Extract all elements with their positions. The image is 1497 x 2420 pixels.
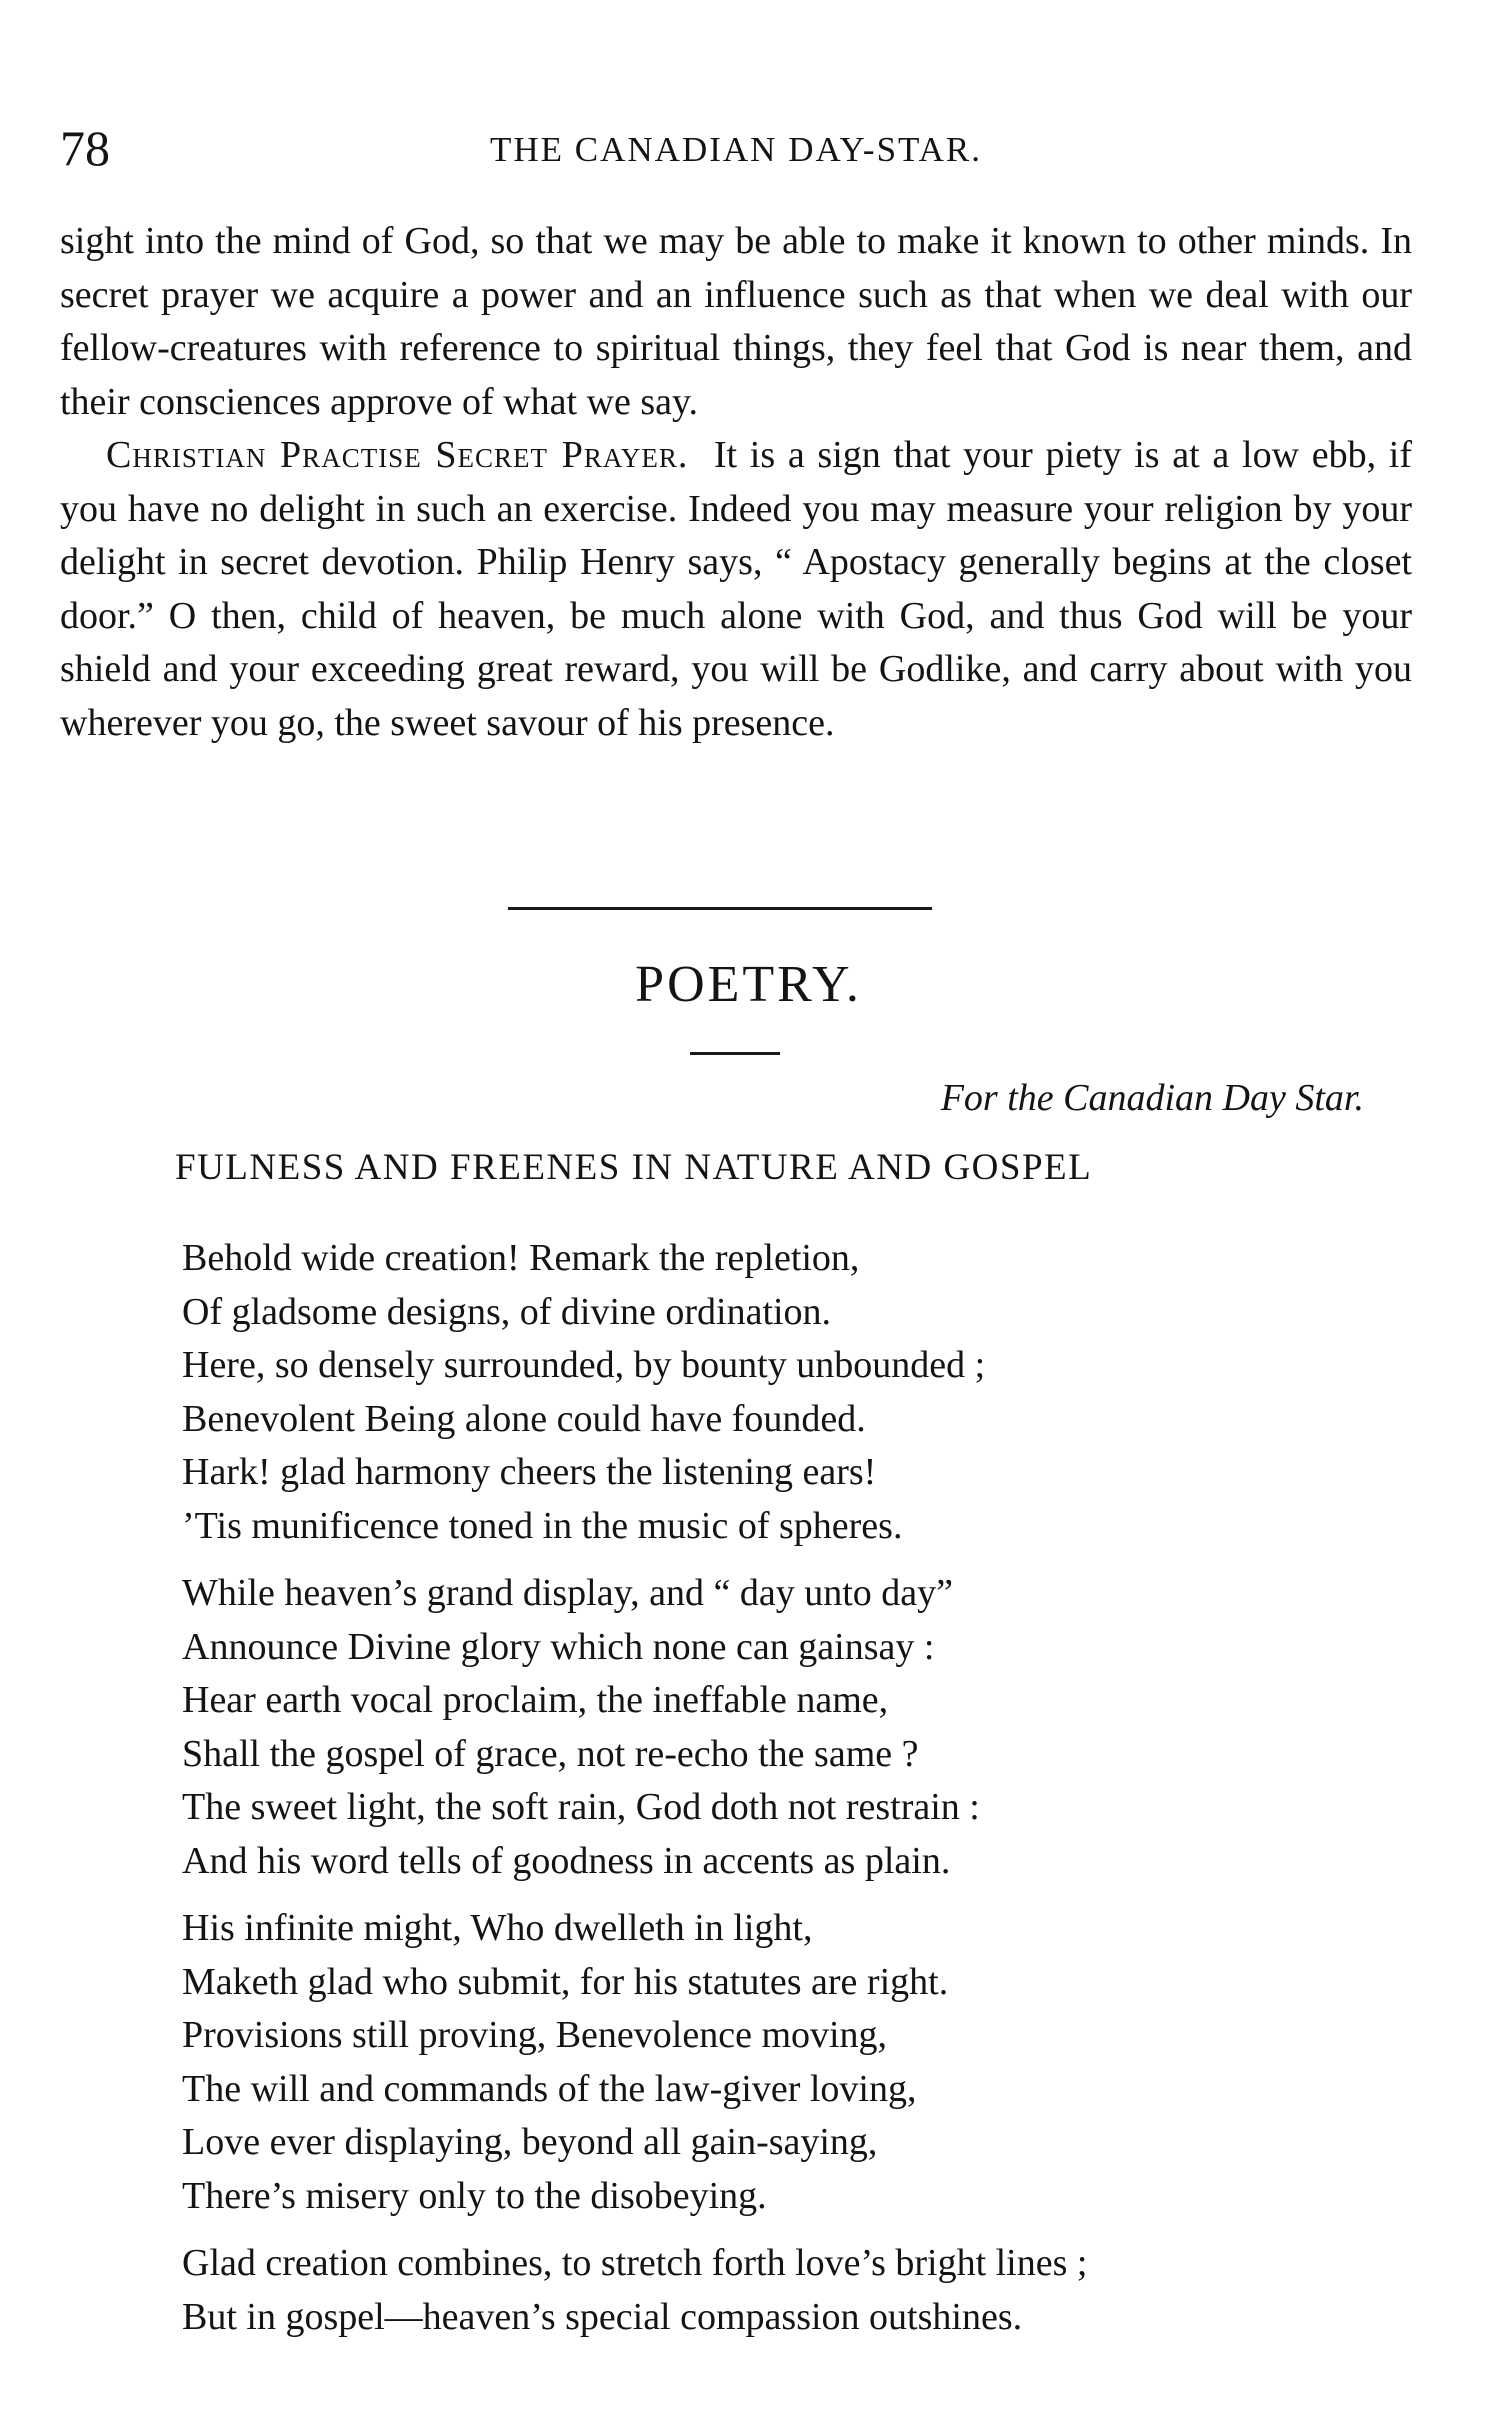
poem-line: Love ever displaying, beyond all gain-saying, (182, 2121, 878, 2163)
poem-title: FULNESS AND FREENES IN NATURE AND GOSPEL (175, 1147, 1093, 1188)
paragraph-secret-prayer (60, 429, 1412, 750)
poem-line: The sweet light, the soft rain, God doth not restrain : (182, 1786, 980, 1828)
poem-line: Glad creation combines, to stretch forth love’s bright lines ; (182, 2242, 1088, 2284)
poem-line: There’s misery only to the disobeying. (182, 2174, 767, 2217)
poem-line: Shall the gospel of grace, not re-echo the same ? (182, 1732, 919, 1775)
poem-line: But in gospel—heaven’s special compassion outshines. (182, 2295, 1023, 2338)
poem-line: Hark! glad harmony cheers the listening ears! (182, 1451, 877, 1493)
prose-section (60, 215, 1412, 750)
stanza-1 (182, 1232, 1382, 1553)
paragraph-continued: sight into the mind of God, so that we may be able to make it known to other minds. In secret prayer we acquire a power and an influence such as that when we deal with our fellow-creatures with reference to spiritual things, they feel that God is near them, and their consciences approve of what we say. (60, 220, 1412, 423)
poem-line: Here, so densely surrounded, by bounty unbounded ; (182, 1344, 986, 1386)
poem-line: Benevolent Being alone could have founded. (182, 1397, 866, 1440)
stanza-3 (182, 1902, 1382, 2223)
poem-line: Behold wide creation! Remark the repletion, (182, 1237, 860, 1279)
poem-line: Of gladsome designs, of divine ordination. (182, 1290, 832, 1333)
section-divider (508, 907, 932, 910)
poem-line: Provisions still proving, Benevolence moving, (182, 2014, 888, 2056)
poem-attribution: For the Canadian Day Star. (940, 1077, 1364, 1119)
section-title: POETRY. (635, 956, 862, 1013)
poem-line: And his word tells of goodness in accents as plain. (182, 1839, 951, 1882)
poem-line: While heaven’s grand display, and “ day unto day” (182, 1572, 954, 1614)
running-head: THE CANADIAN DAY-STAR. (490, 130, 982, 169)
stanza-2 (182, 1567, 1382, 1888)
poem-line: Hear earth vocal proclaim, the ineffable name, (182, 1679, 889, 1721)
paragraph-body: It is a sign that your piety is at a low ebb, if you have no delight in such an exercise. Indeed you may measure your religion by your delight in secret devotion. Philip Henry says, “ Apostacy generally begins at the closet door.” O then, child of heaven, be much alone with God, and thus God will be your shield and your exceeding great reward, you will be Godlike, and carry about with you wherever you go, the sweet savour of his presence. (60, 434, 1413, 744)
page-number: 78 (60, 120, 110, 176)
poem-line: Maketh glad who submit, for his statutes are right. (182, 1960, 949, 2003)
poem-body (182, 1232, 1382, 2358)
stanza-4 (182, 2237, 1382, 2344)
title-underline (690, 1052, 780, 1055)
poem-line: Announce Divine glory which none can gainsay : (182, 1625, 935, 1668)
poem-line: ’Tis munificence toned in the music of spheres. (182, 1504, 903, 1547)
poem-line: His infinite might, Who dwelleth in light, (182, 1907, 813, 1949)
page-header (60, 118, 1412, 178)
paragraph-heading: Christian Practise Secret Prayer. (106, 434, 689, 476)
poem-line: The will and commands of the law-giver loving, (182, 2067, 917, 2110)
